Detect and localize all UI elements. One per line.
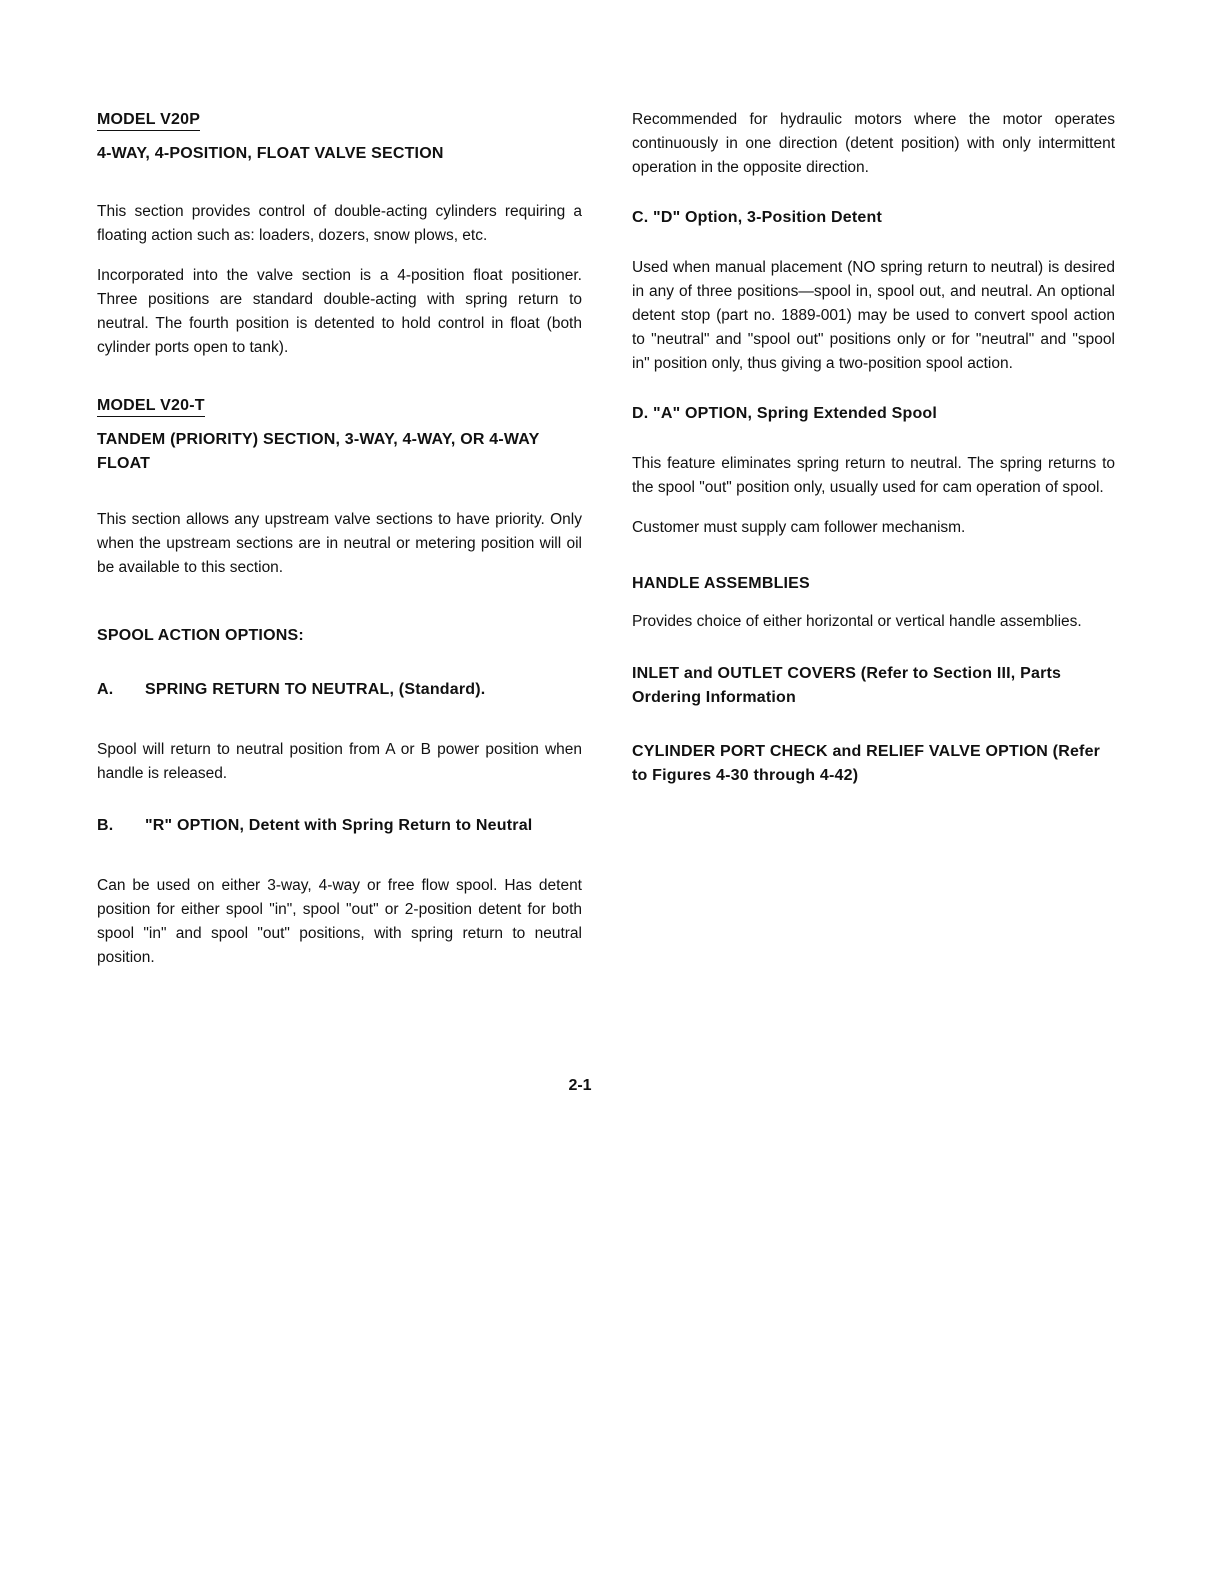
model-v20t-heading: MODEL V20-T: [97, 394, 582, 418]
option-d-paragraph-2: Customer must supply cam follower mechanism.: [632, 519, 966, 536]
inlet-outlet-heading: INLET and OUTLET COVERS (Refer to Section III, Parts Ordering Information: [632, 665, 1062, 706]
v20p-paragraph-1: This section provides control of double-acting cylinders requiring a floating action such as: loaders, dozers, snow plows, etc.: [97, 203, 582, 244]
v20p-paragraph-2: Incorporated into the valve section is a 4-position float positioner. Three positions are standard double-acting with spring return to neutral. The fourth position is detented to hold control in float (both cylinder ports open to tank).: [97, 267, 582, 356]
option-a-paragraph: Spool will return to neutral position from A or B power position when handle is released.: [97, 741, 582, 782]
v20t-subtitle: TANDEM (PRIORITY) SECTION, 3-WAY, 4-WAY, OR 4-WAY FLOAT: [97, 431, 540, 472]
left-column: [97, 108, 582, 970]
option-d-paragraph-1: This feature eliminates spring return to neutral. The spring returns to the spool "out" position only, usually used for cam operation of spool.: [632, 455, 1115, 496]
option-b-heading: [97, 814, 582, 838]
right-column: [632, 108, 1115, 788]
handle-assemblies-paragraph: Provides choice of either horizontal or vertical handle assemblies.: [632, 613, 1082, 630]
option-a-heading: [97, 678, 582, 702]
handle-assemblies-heading: HANDLE ASSEMBLIES: [632, 575, 810, 592]
option-a-letter: A.: [97, 681, 114, 698]
cylinder-port-heading: CYLINDER PORT CHECK and RELIEF VALVE OPTION (Refer to Figures 4-30 through 4-42): [632, 743, 1101, 784]
option-a-title: SPRING RETURN TO NEUTRAL, (Standard).: [145, 681, 486, 698]
page-number: 2-1: [568, 1077, 592, 1094]
option-b-letter: B.: [97, 817, 114, 834]
option-c-heading: C. "D" Option, 3-Position Detent: [632, 209, 883, 226]
option-b-title: "R" OPTION, Detent with Spring Return to Neutral: [145, 817, 533, 834]
option-d-heading: D. "A" OPTION, Spring Extended Spool: [632, 405, 938, 422]
option-c-paragraph: Used when manual placement (NO spring return to neutral) is desired in any of three positions—spool in, spool out, and neutral. An optional detent stop (part no. 1889-001) may be used to convert spool action to "neutral" and "spool out" positions only or for "neutral" and "spool in" position only, thus giving a two-position spool action.: [632, 259, 1115, 372]
v20p-subtitle: 4-WAY, 4-POSITION, FLOAT VALVE SECTION: [97, 145, 444, 162]
v20t-paragraph: This section allows any upstream valve sections to have priority. Only when the upstream sections are in neutral or metering position will oil be available to this section.: [97, 511, 582, 576]
model-v20p-heading: MODEL V20P: [97, 108, 582, 132]
spool-action-heading: SPOOL ACTION OPTIONS:: [97, 627, 304, 644]
option-b-paragraph: Can be used on either 3-way, 4-way or free flow spool. Has detent position for either spool "in", spool "out" or 2-position detent for both spool "in" and spool "out" positions, with spring return to neutral position.: [97, 877, 582, 966]
intro-paragraph: Recommended for hydraulic motors where the motor operates continuously in one direction (detent position) with only intermittent operation in the opposite direction.: [632, 111, 1115, 176]
